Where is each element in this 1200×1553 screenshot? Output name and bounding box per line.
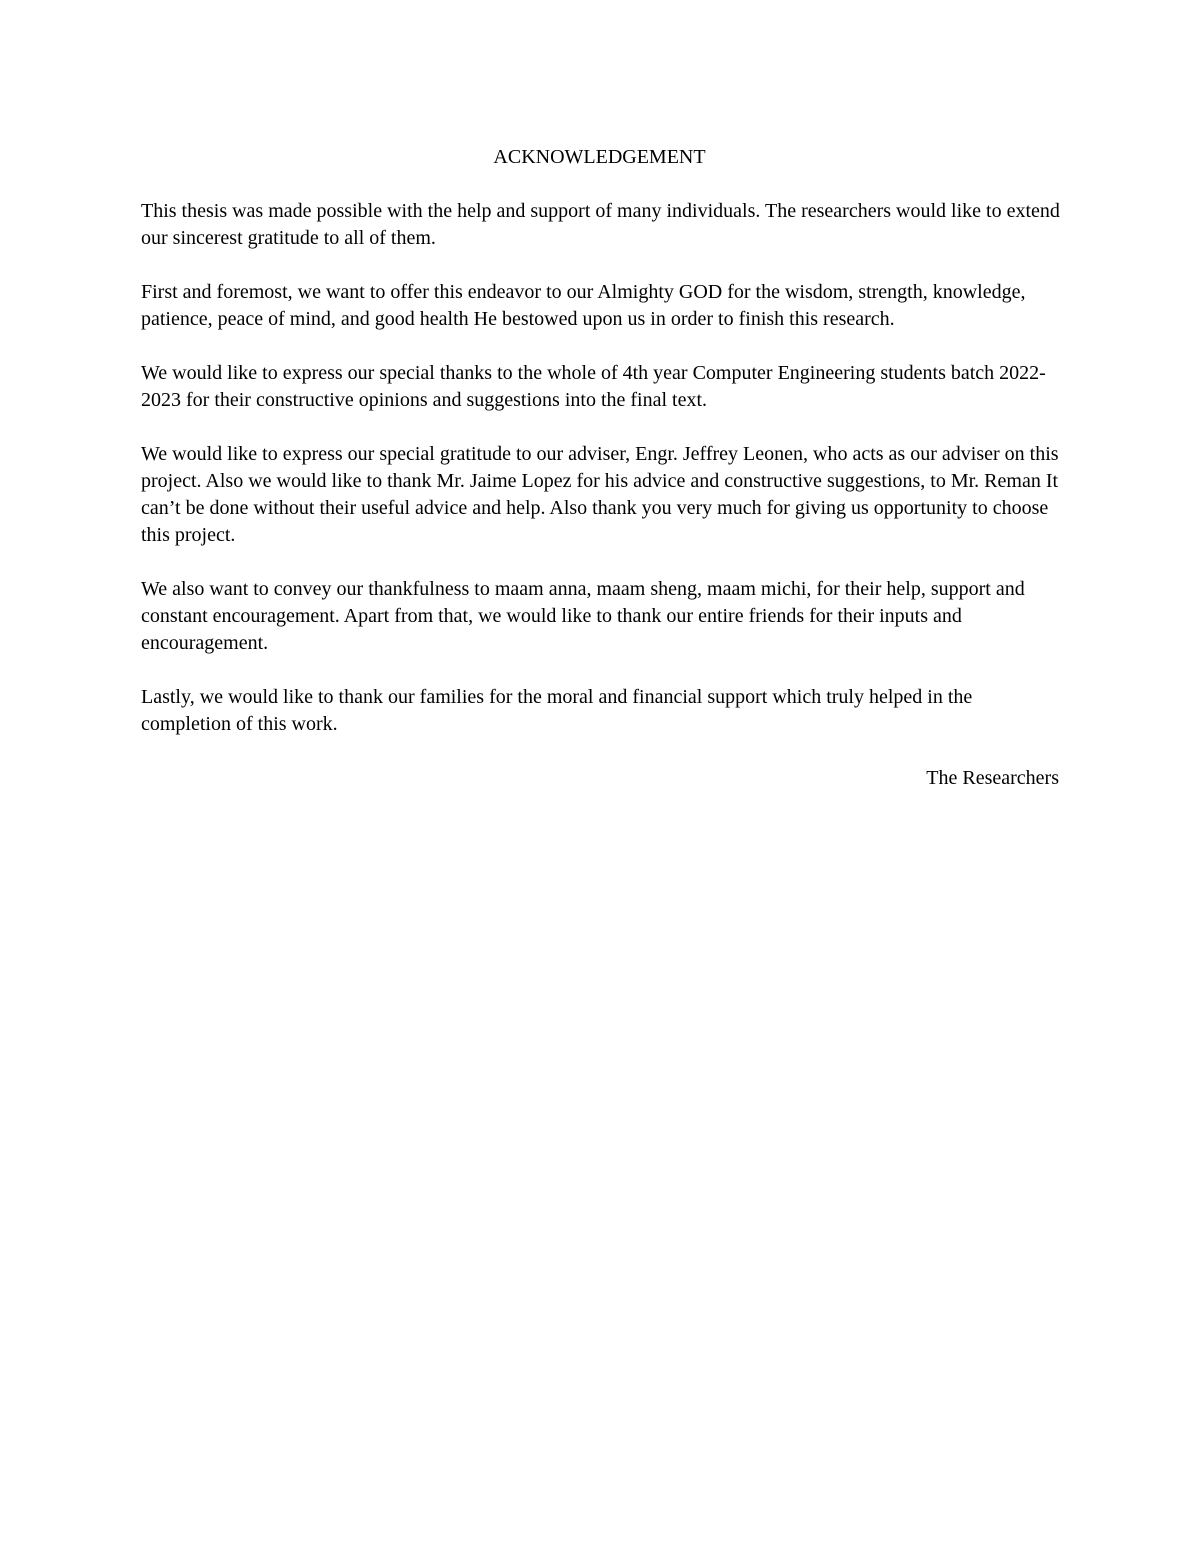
paragraph-god: First and foremost, we want to offer this endeavor to our Almighty GOD for the wisdom, strength, knowledge, patience, peace of mind, and good health He bestowed upon us in order to finish this research. xyxy=(141,281,1026,330)
paragraph-students: We would like to express our special thanks to the whole of 4th year Computer Engineering students batch 2022-2023 for their constructive opinions and suggestions into the final text. xyxy=(141,362,1046,411)
paragraph-intro: This thesis was made possible with the help and support of many individuals. The researchers would like to extend our sincerest gratitude to all of them. xyxy=(141,200,1060,249)
signature: The Researchers xyxy=(926,767,1059,789)
paragraph-adviser: We would like to express our special gratitude to our adviser, Engr. Jeffrey Leonen, who acts as our adviser on this project. Also we would like to thank Mr. Jaime Lopez for his advice and constructive suggestions, to Mr. Reman It can’t be done without their useful advice and help. Also thank you very much for giving us opportunity to choose this project. xyxy=(141,443,1059,546)
document-body xyxy=(141,144,1061,792)
paragraph-families: Lastly, we would like to thank our families for the moral and financial support which truly helped in the completion of this work. xyxy=(141,686,973,735)
paragraph-mentors: We also want to convey our thankfulness to maam anna, maam sheng, maam michi, for their help, support and constant encouragement. Apart from that, we would like to thank our entire friends for their inputs and encouragement. xyxy=(141,578,1025,654)
page-title: ACKNOWLEDGEMENT xyxy=(493,146,706,168)
